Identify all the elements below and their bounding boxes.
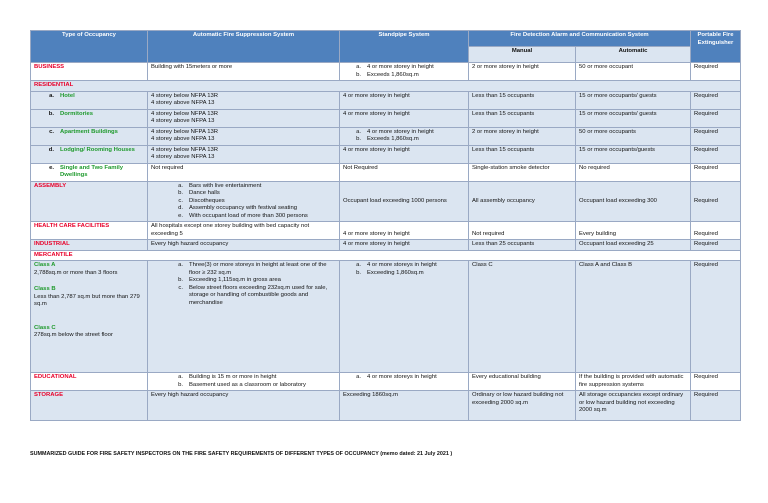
class-c-desc: 278sq.m below the street floor	[34, 332, 113, 338]
sub-occupancy-label: Apartment Buildings	[60, 128, 118, 135]
automatic-cell: 50 or more occupants	[576, 127, 691, 145]
item-marker: c.	[49, 128, 54, 135]
manual-cell: All assembly occupancy	[469, 181, 576, 222]
class-a-label: Class A	[34, 262, 56, 268]
table-row	[31, 63, 741, 81]
manual-cell: Every educational building	[469, 373, 576, 391]
suppression-cell	[148, 127, 340, 145]
cell-line: 4 storey below NFPA 13R	[151, 128, 219, 135]
table-row	[31, 81, 741, 92]
manual-cell: Less than 15 occupants	[469, 109, 576, 127]
extinguisher-cell: Required	[691, 63, 741, 81]
suppression-cell	[148, 181, 340, 222]
automatic-cell: 50 or more occupant	[576, 63, 691, 81]
header-standpipe: Standpipe System	[340, 31, 469, 63]
list-text: Below street floors exceeding 232sq.m used for sale, storage or handling of combustible goods and merchandise	[189, 284, 328, 306]
section-mercantile: MERCANTILE	[31, 250, 741, 261]
list-text: With occupant load of more than 300 persons	[189, 212, 308, 219]
standpipe-cell	[340, 373, 469, 391]
sub-occupancy-label: Single and Two Family Dwellings	[60, 164, 124, 178]
list-item	[165, 198, 336, 206]
automatic-cell: Occupant load exceeding 25	[576, 240, 691, 251]
list-marker: a.	[356, 262, 361, 268]
list-text: 4 or more storeys in height	[367, 262, 437, 268]
list-marker: a.	[178, 262, 183, 268]
list-text: Basement used as a classroom or laboratory	[189, 381, 306, 388]
table-row	[31, 163, 741, 181]
automatic-cell: Class A and Class B	[576, 261, 691, 373]
item-marker: e.	[49, 164, 54, 171]
extinguisher-cell: Required	[691, 181, 741, 222]
list-item	[165, 190, 336, 198]
list-marker: d.	[178, 205, 183, 211]
standpipe-cell: 4 or more storey in height	[340, 109, 469, 127]
cell-line: 4 storey below NFPA 13R	[151, 92, 219, 99]
list-item	[165, 262, 336, 277]
suppression-cell: All hospitals except one storey building with bed capacity not exceeding 5	[148, 222, 340, 240]
list-marker: a.	[178, 182, 183, 189]
standpipe-cell	[340, 63, 469, 81]
manual-cell: Less than 15 occupants	[469, 145, 576, 163]
header-extinguisher: Portable Fire Extinguisher	[691, 31, 741, 63]
automatic-cell: Every building	[576, 222, 691, 240]
suppression-cell	[148, 373, 340, 391]
table-row	[31, 91, 741, 109]
list-text: 4 or more storeys in height	[367, 374, 437, 380]
list-marker: b.	[356, 71, 361, 78]
manual-cell: Single-station smoke detector	[469, 163, 576, 181]
class-b-desc: Less than 2,787 sq.m but more than 279 sq.m	[34, 293, 140, 307]
occupancy-educational: EDUCATIONAL	[31, 373, 148, 391]
suppression-cell: Building with 15meters or more	[148, 63, 340, 81]
suppression-cell	[148, 261, 340, 373]
occupancy-apartment	[31, 127, 148, 145]
extinguisher-cell: Required	[691, 163, 741, 181]
header-occupancy: Type of Occupancy	[31, 31, 148, 63]
list-text: Exceeding 1,860sq.m	[367, 269, 424, 276]
header-detection: Fire Detection Alarm and Communication System	[469, 31, 691, 47]
item-marker: d.	[48, 146, 54, 153]
list-text: Assembly occupancy with festival seating	[189, 205, 298, 211]
standpipe-list	[343, 129, 465, 144]
cell-line: 4 storey below NFPA 13R	[151, 110, 219, 117]
automatic-cell: 15 or more occupants/ guests	[576, 91, 691, 109]
list-text: Discotheques	[189, 197, 225, 204]
extinguisher-cell: Required	[691, 145, 741, 163]
standpipe-cell: Occupant load exceeding 1000 persons	[340, 181, 469, 222]
list-text: 4 or more storey in height	[367, 128, 434, 135]
occupancy-hotel	[31, 91, 148, 109]
suppression-list	[151, 183, 336, 221]
extinguisher-cell: Required	[691, 222, 741, 240]
list-item	[165, 277, 336, 285]
standpipe-cell: 4 or more storey in height	[340, 240, 469, 251]
suppression-list	[151, 374, 336, 389]
section-residential: RESIDENTIAL	[31, 81, 741, 92]
suppression-cell	[148, 91, 340, 109]
cell-line: 4 storey above NFPA 13	[151, 154, 215, 160]
standpipe-cell: 4 or more storey in height	[340, 222, 469, 240]
sub-occupancy-label: Hotel	[60, 92, 75, 99]
list-item	[165, 183, 336, 191]
table-row	[31, 261, 741, 373]
occupancy-dormitories	[31, 109, 148, 127]
list-text: Dance halls	[189, 190, 220, 196]
list-item	[343, 262, 465, 270]
cell-line: 4 storey above NFPA 13	[151, 118, 215, 124]
header-suppression: Automatic Fire Suppression System	[148, 31, 340, 63]
list-item	[343, 374, 465, 382]
standpipe-cell: Exceeding 1860sq.m	[340, 391, 469, 421]
manual-cell: Less than 25 occupants	[469, 240, 576, 251]
list-marker: b.	[178, 190, 183, 196]
list-item	[165, 374, 336, 382]
occupancy-health-care: HEALTH CARE FACILITIES	[31, 222, 148, 240]
list-item	[343, 270, 465, 278]
table-row	[31, 109, 741, 127]
standpipe-list	[343, 374, 465, 382]
footer-note: SUMMARIZED GUIDE FOR FIRE SAFETY INSPECTORS ON THE FIRE SAFETY REQUIREMENTS OF DIFFERENT TYPES OF OCCUPANCY (memo dated: 21 July 2021 )	[30, 451, 453, 457]
list-marker: b.	[178, 381, 183, 388]
list-text: Exceeds 1,860sq.m	[367, 136, 419, 142]
automatic-cell: All storage occupancies except ordinary or low hazard building not exceeding 2000 sq.m	[576, 391, 691, 421]
list-item	[165, 205, 336, 213]
automatic-cell: 15 or more occupants/guests	[576, 145, 691, 163]
occupancy-mercantile-classes	[31, 261, 148, 373]
manual-cell: Not required	[469, 222, 576, 240]
occupancy-storage: STORAGE	[31, 391, 148, 421]
sub-occupancy-label: Lodging/ Rooming Houses	[60, 146, 135, 153]
manual-cell: Class C	[469, 261, 576, 373]
list-marker: a.	[356, 64, 361, 70]
extinguisher-cell: Required	[691, 109, 741, 127]
list-marker: c.	[178, 284, 183, 291]
automatic-cell: 15 or more occupants/ guests	[576, 109, 691, 127]
standpipe-cell	[340, 261, 469, 373]
extinguisher-cell: Required	[691, 91, 741, 109]
table-row	[31, 240, 741, 251]
list-text: Three(3) or more storeys in height at least one of the floor ≥ 232 sq.m	[189, 262, 327, 276]
standpipe-list	[343, 262, 465, 277]
list-marker: b.	[178, 277, 183, 283]
extinguisher-cell: Required	[691, 240, 741, 251]
sub-occupancy-label: Dormitories	[60, 110, 94, 117]
standpipe-cell: 4 or more storey in height	[340, 91, 469, 109]
fire-safety-requirements-table	[30, 30, 741, 421]
suppression-cell: Every high hazard occupancy	[148, 240, 340, 251]
list-marker: a.	[356, 128, 361, 135]
suppression-cell: Every high hazard occupancy	[148, 391, 340, 421]
table-row	[31, 181, 741, 222]
cell-line: 4 storey above NFPA 13	[151, 100, 215, 106]
list-item	[343, 129, 465, 137]
standpipe-cell: Not Required	[340, 163, 469, 181]
standpipe-cell	[340, 127, 469, 145]
extinguisher-cell: Required	[691, 391, 741, 421]
extinguisher-cell: Required	[691, 261, 741, 373]
list-item	[165, 213, 336, 221]
item-marker: b.	[48, 110, 54, 117]
suppression-list	[151, 262, 336, 307]
table-row	[31, 127, 741, 145]
list-marker: b.	[356, 136, 361, 142]
suppression-cell	[148, 109, 340, 127]
suppression-cell: Not required	[148, 163, 340, 181]
list-item	[343, 64, 465, 72]
list-text: 4 or more storey in height	[367, 64, 434, 70]
class-a-desc: 2,788sq.m or more than 3 floors	[34, 269, 118, 276]
occupancy-industrial: INDUSTRIAL	[31, 240, 148, 251]
list-text: Bars with live entertainment	[189, 182, 262, 189]
occupancy-assembly: ASSEMBLY	[31, 181, 148, 222]
manual-cell: 2 or more storey in height	[469, 63, 576, 81]
extinguisher-cell: Required	[691, 127, 741, 145]
list-marker: a.	[356, 374, 361, 380]
item-marker: a.	[49, 92, 54, 99]
list-marker: a.	[178, 374, 183, 380]
fire-safety-table-container	[30, 30, 740, 421]
list-item	[165, 382, 336, 390]
standpipe-cell: 4 or more storey in height	[340, 145, 469, 163]
automatic-cell: Occupant load exceeding 300	[576, 181, 691, 222]
list-item	[343, 136, 465, 144]
table-row	[31, 145, 741, 163]
header-manual: Manual	[469, 47, 576, 63]
occupancy-lodging	[31, 145, 148, 163]
list-item	[165, 285, 336, 308]
occupancy-business: BUSINESS	[31, 63, 148, 81]
cell-line: 4 storey above NFPA 13	[151, 136, 215, 142]
manual-cell: Less than 15 occupants	[469, 91, 576, 109]
list-item	[343, 72, 465, 80]
standpipe-list	[343, 64, 465, 79]
automatic-cell: No required	[576, 163, 691, 181]
table-row	[31, 391, 741, 421]
class-c-label: Class C	[34, 324, 56, 331]
list-text: Exceeding 1,115sq.m in gross area	[189, 277, 281, 283]
list-marker: c.	[178, 197, 183, 204]
manual-cell: 2 or more storey in height	[469, 127, 576, 145]
table-row	[31, 250, 741, 261]
table-row	[31, 222, 741, 240]
list-marker: b.	[356, 269, 361, 276]
manual-cell: Ordinary or low hazard building not exceeding 2000 sq.m	[469, 391, 576, 421]
automatic-cell: If the building is provided with automatic fire suppression systems	[576, 373, 691, 391]
suppression-cell	[148, 145, 340, 163]
table-row	[31, 373, 741, 391]
extinguisher-cell: Required	[691, 373, 741, 391]
header-automatic: Automatic	[576, 47, 691, 63]
occupancy-single-two-family	[31, 163, 148, 181]
list-marker: e.	[178, 212, 183, 219]
class-b-label: Class B	[34, 286, 56, 292]
list-text: Building is 15 m or more in height	[189, 374, 277, 380]
cell-line: 4 storey below NFPA 13R	[151, 146, 219, 153]
list-text: Exceeds 1,860sq.m	[367, 71, 419, 78]
